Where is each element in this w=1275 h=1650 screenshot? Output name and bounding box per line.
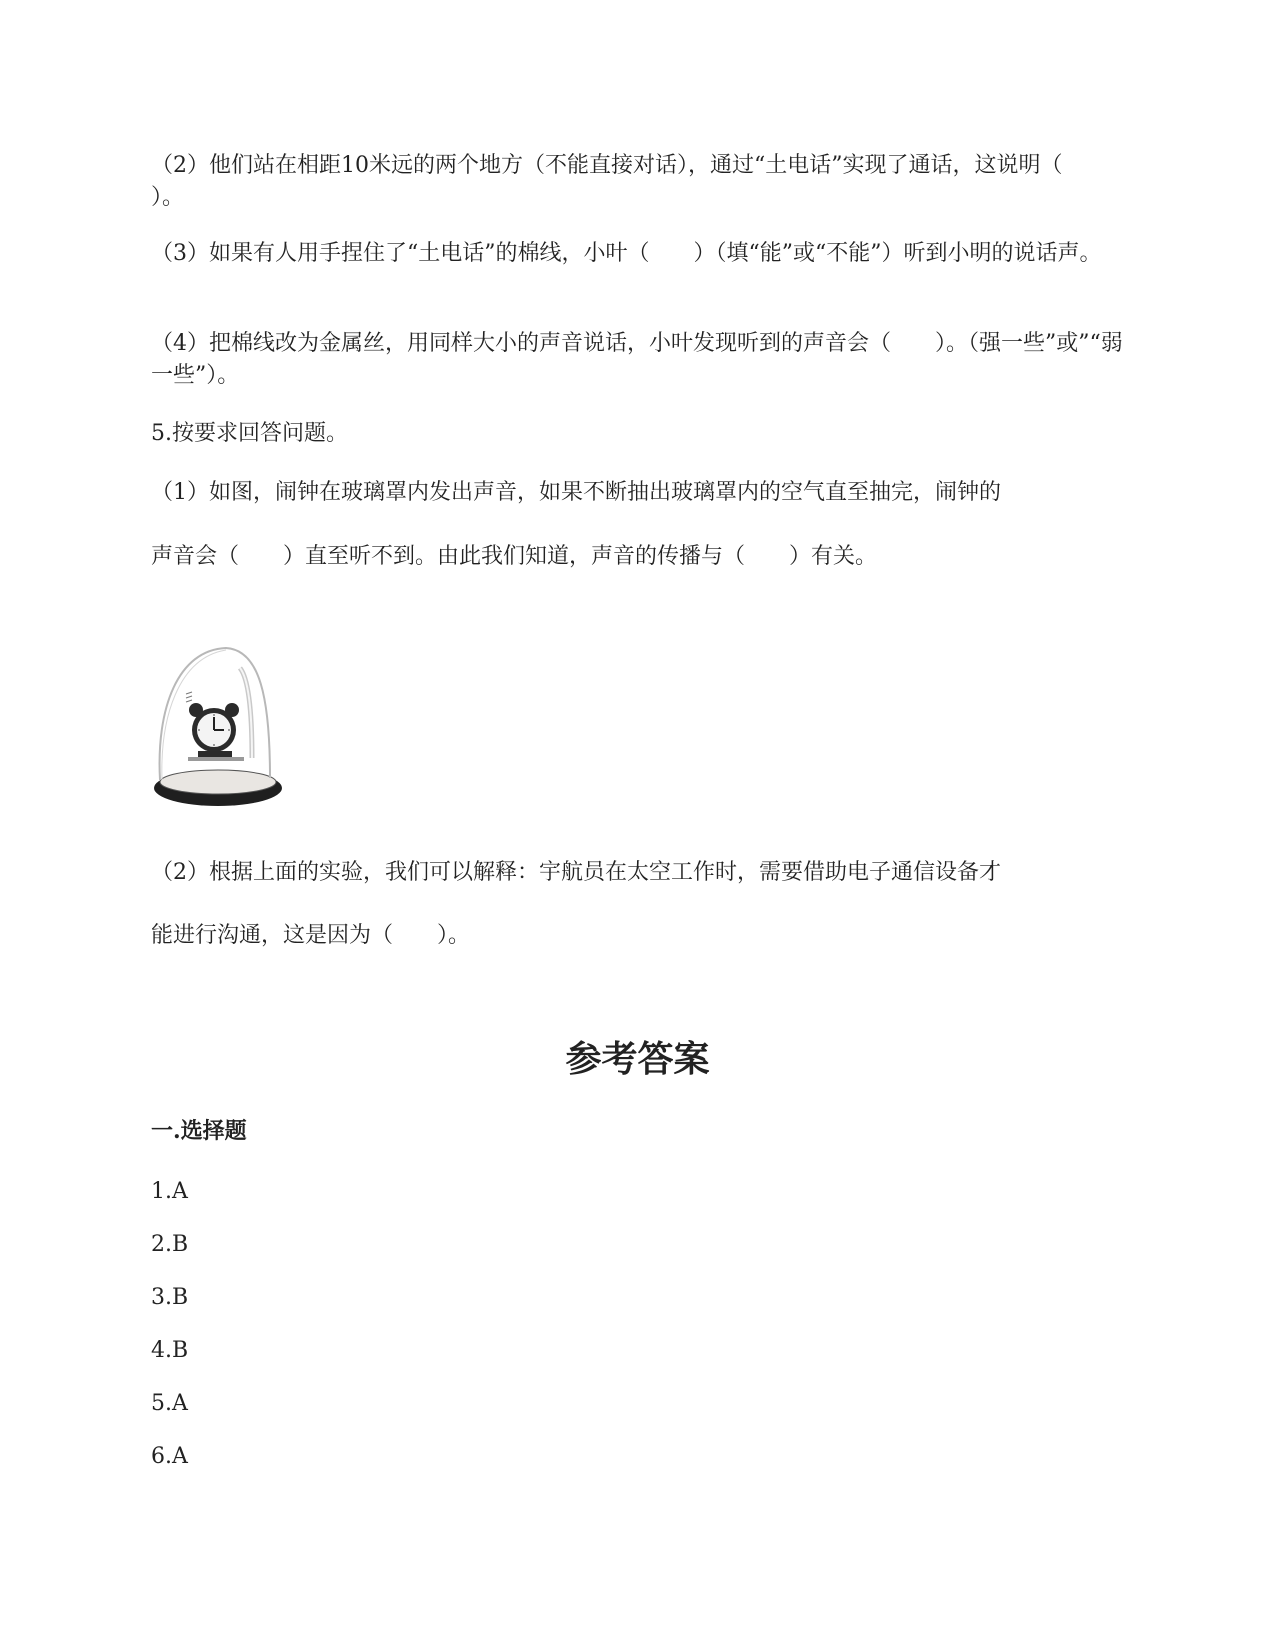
answer-key-title: 参考答案 (565, 1038, 710, 1080)
answer-item: 2.B (151, 1232, 189, 1257)
bell-jar-alarm-clock-image (148, 638, 288, 818)
question-5-part-1-line-2: 声音会（ ）直至听不到。由此我们知道，声音的传播与（ ）有关。 (151, 544, 878, 569)
question-5-part-2-line-2: 能进行沟通，这是因为（ ）。 (151, 923, 471, 948)
question-4-part-2: （2）他们站在相距10米远的两个地方（不能直接对话），通过“土电话”实现了通话，这说明（ ）。 (151, 153, 1107, 210)
answer-item: 3.B (151, 1285, 189, 1310)
question-4-part-4: （4）把棉线改为金属丝，用同样大小的声音说话，小叶发现听到的声音会（ ）。（强一些”或”“弱一些”）。 (151, 331, 1123, 388)
question-5-title: 5.按要求回答问题。 (151, 421, 348, 446)
answer-item: 5.A (151, 1391, 188, 1416)
question-5-part-2-line-1: （2）根据上面的实验，我们可以解释：宇航员在太空工作时，需要借助电子通信设备才 (151, 860, 1001, 885)
answer-item: 6.A (151, 1444, 188, 1469)
answer-item: 1.A (151, 1179, 188, 1204)
answer-item: 4.B (151, 1338, 189, 1363)
question-4-part-3: （3）如果有人用手捏住了“土电话”的棉线，小叶（ ）（填“能”或“不能”）听到小明的说话声。 (151, 241, 1102, 266)
question-5-part-1-line-1: （1）如图，闹钟在玻璃罩内发出声音，如果不断抽出玻璃罩内的空气直至抽完，闹钟的 (151, 480, 1001, 505)
section-heading-multiple-choice: 一.选择题 (151, 1118, 247, 1144)
